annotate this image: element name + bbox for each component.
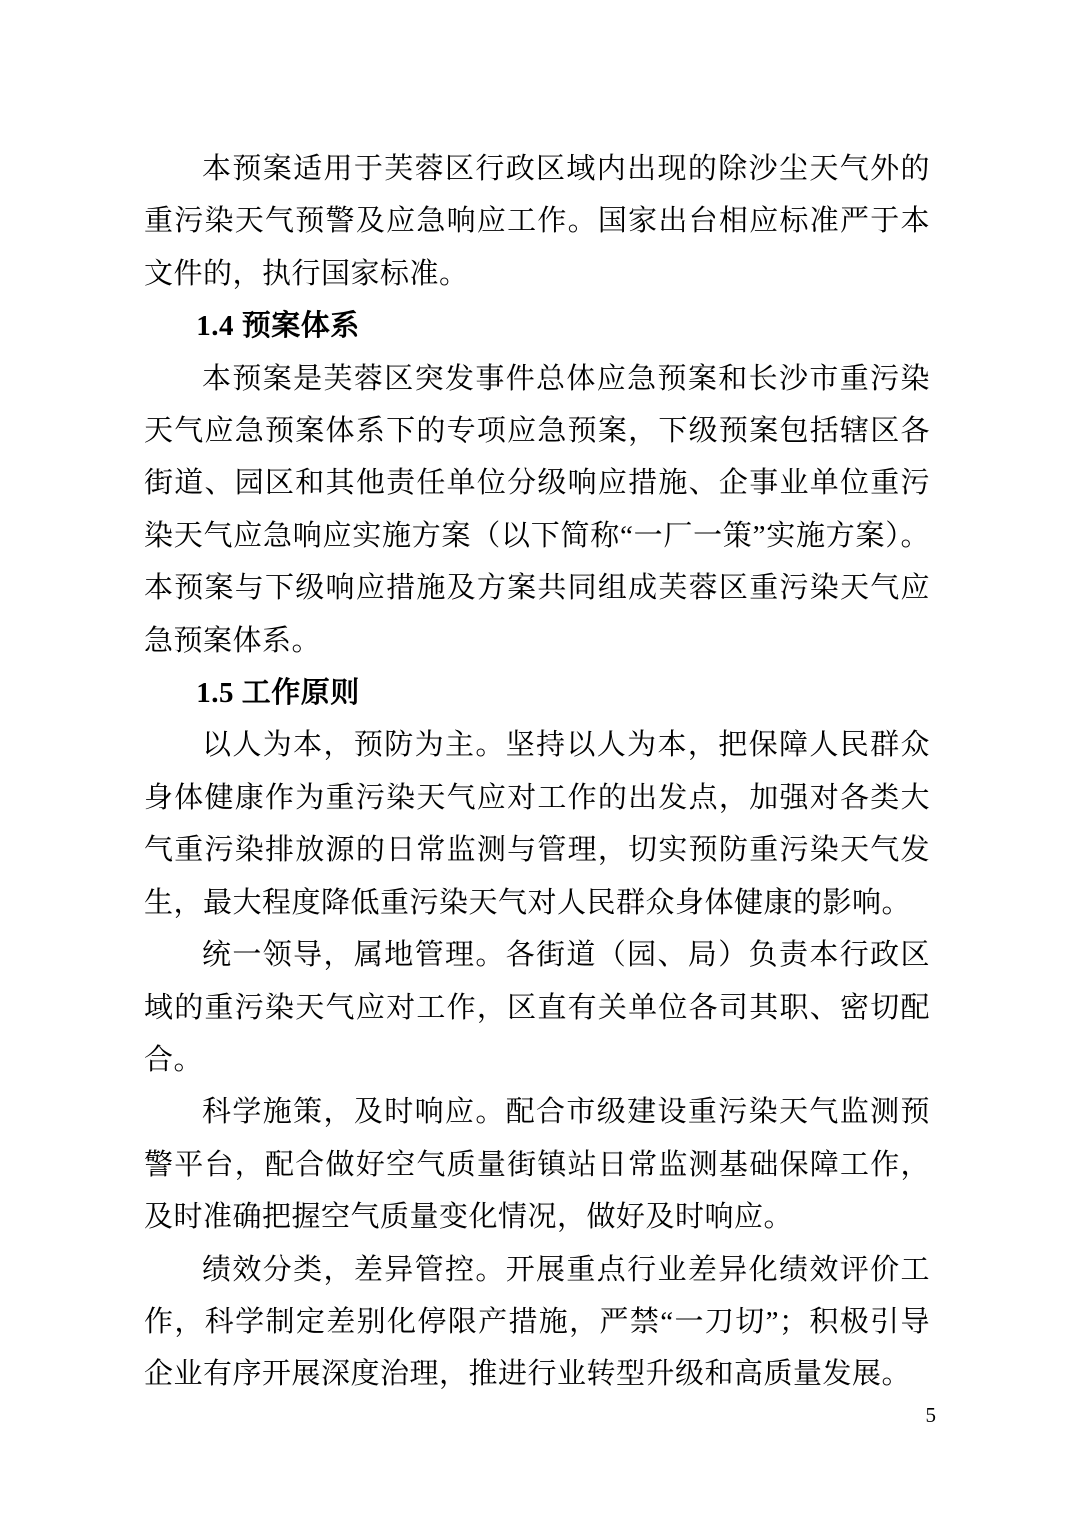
paragraph-scope-statement: 本预案适用于芙蓉区行政区域内出现的除沙尘天气外的重污染天气预警及应急响应工作。国家出台相应标准严于本文件的，执行国家标准。 [144,153,930,290]
paragraph-scientific-policy: 科学施策，及时响应。配合市级建设重污染天气监测预警平台，配合做好空气质量街镇站日常监测基础保障工作，及时准确把握空气质量变化情况，做好及时响应。 [144,1096,930,1234]
paragraph-plan-system: 本预案是芙蓉区突发事件总体应急预案和长沙市重污染天气应急预案体系下的专项应急预案，下级预案包括辖区各街道、园区和其他责任单位分级响应措施、企事业单位重污染天气应急响应实施方案（以下简称“一厂一策”实施方案）。本预案与下级响应措施及方案共同组成芙蓉区重污染天气应急预案体系。 [144,362,930,657]
paragraph-unified-leadership: 统一领导，属地管理。各街道（园、局）负责本行政区域的重污染天气应对工作，区直有关单位各司其职、密切配合。 [144,939,930,1076]
document-body [144,143,930,1401]
paragraph-performance-classification: 绩效分类，差异管控。开展重点行业差异化绩效评价工作，科学制定差别化停限产措施，严禁“一刀切”；积极引导企业有序开展深度治理，推进行业转型升级和高质量发展。 [144,1253,930,1391]
page-number: 5 [925,1403,936,1427]
paragraph-people-first: 以人为本，预防为主。坚持以人为本，把保障人民群众身体健康作为重污染天气应对工作的出发点，加强对各类大气重污染排放源的日常监测与管理，切实预防重污染天气发生，最大程度降低重污染天气对人民群众身体健康的影响。 [144,729,930,919]
heading-1-4-plan-system: 1.4 预案体系 [196,310,360,343]
heading-1-5-work-principles: 1.5 工作原则 [196,677,360,710]
